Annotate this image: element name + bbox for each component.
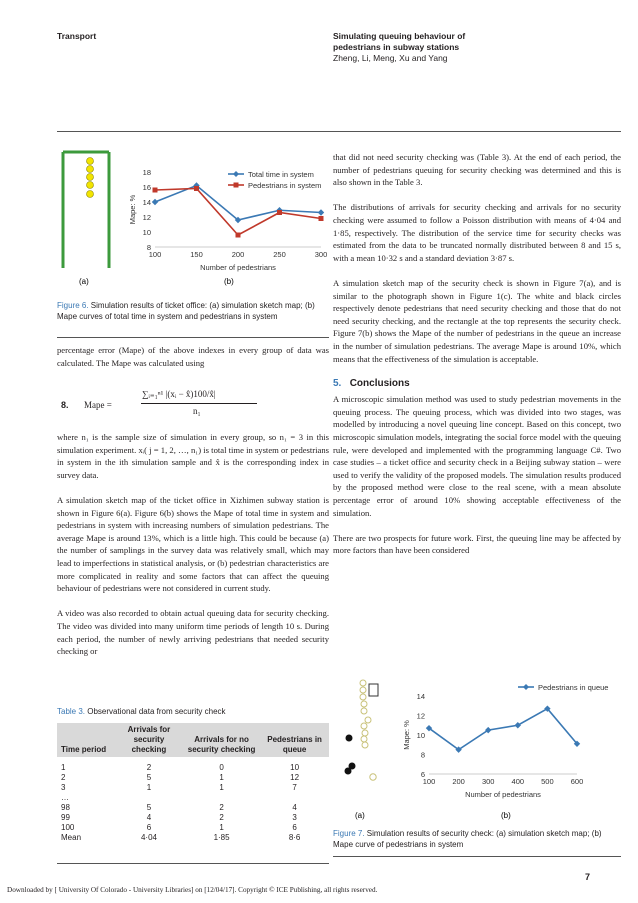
data-point xyxy=(194,186,199,191)
left-para-1: percentage error (Mape) of the above indexes in every group of data was calculated. The Mape was calculated using xyxy=(57,345,329,368)
table-cell: 5 xyxy=(146,773,152,782)
legend-marker xyxy=(234,183,239,188)
figure6-svg xyxy=(57,148,337,298)
running-header xyxy=(333,31,465,64)
data-point xyxy=(152,199,158,205)
pedestrian-white-dot xyxy=(361,723,367,729)
running-title-line2: pedestrians in subway stations xyxy=(333,42,460,52)
fig7-sub-b: (b) xyxy=(501,811,511,820)
y-tick-label: 6 xyxy=(420,770,425,779)
y-axis-label: Mape: % xyxy=(128,194,137,225)
table-cell xyxy=(260,793,329,803)
left-para-3: A simulation sketch map of the ticket office in Xizhimen subway station is shown in Figure 6(a). Figure 6(b) shows the Mape of total time in system and pedestrians in system with increasing numbers of simulation pedestrians. The average Mape is around 13%, which is a little high. This could be because (a) the number of samplings in the survey data was relatively small, which may lead to imperfections in statistical analysis, or (b) pedestrian characteristics are more complicated in reality and some factors that can affect the queuing behaviour of pedestrians were not considered in current study. xyxy=(57,494,329,594)
running-authors: Zheng, Li, Meng, Xu and Yang xyxy=(333,53,448,63)
table3-header-row xyxy=(57,723,329,757)
left-column xyxy=(57,344,329,382)
y-tick-label: 14 xyxy=(142,198,151,207)
figure7-caption xyxy=(333,829,621,850)
legend-label: Pedestrians in queue xyxy=(538,683,609,692)
security-check-rect xyxy=(369,684,378,696)
figure7-svg xyxy=(333,675,623,825)
y-tick-label: 10 xyxy=(416,731,425,740)
table-row xyxy=(57,823,329,833)
header-rule xyxy=(57,131,621,132)
series-line-0 xyxy=(429,709,577,750)
table-cell: 6 xyxy=(146,823,152,832)
equation-numerator: ∑ᵢ₌₁ⁿ¹ |(xᵢ − x̂)100/x̂| xyxy=(142,389,216,399)
left-para-4: A video was also recorded to obtain actual queuing data for security checking. The video was divided into many uniform time periods of length 10 s. During each period, the number of newly arriving pedestrians that needed security checking or xyxy=(57,608,329,657)
right-para-5: There are two prospects for future work. First, the queuing line may be affected by more factors than have been considered xyxy=(333,532,621,556)
pedestrian-white-dot xyxy=(361,708,367,714)
x-tick-label: 400 xyxy=(511,777,525,786)
table-cell: 1 xyxy=(219,823,224,832)
figure7-rule xyxy=(333,856,621,857)
table-cell: 6 xyxy=(292,823,297,832)
data-point xyxy=(318,209,324,215)
table-cell: 0 xyxy=(219,763,224,772)
x-tick-label: 600 xyxy=(570,777,584,786)
table-cell: 98 xyxy=(61,803,70,812)
fig7-chart xyxy=(402,683,608,799)
right-column xyxy=(333,151,621,570)
x-tick-label: 300 xyxy=(314,250,328,259)
table-row xyxy=(57,803,329,813)
pedestrian-dot xyxy=(87,182,94,189)
legend-marker xyxy=(233,171,239,177)
table3-caption xyxy=(57,707,329,718)
pedestrian-white-dot xyxy=(362,742,368,748)
fig6-sub-b: (b) xyxy=(224,277,234,286)
data-point xyxy=(277,210,282,215)
right-para-1: that did not need security checking was (Table 3). At the end of each period, the number of pedestrians queuing for security checking was determined and this is also shown in the Table 3. xyxy=(333,152,621,188)
left-column-rest xyxy=(57,431,329,670)
equation-fraction-bar xyxy=(141,403,257,404)
y-tick-label: 18 xyxy=(142,168,151,177)
equation-denominator: n₁ xyxy=(193,406,201,416)
x-tick-label: 100 xyxy=(148,250,162,259)
figure6-caption-label: Figure 6. xyxy=(57,301,89,310)
x-tick-label: 500 xyxy=(541,777,554,786)
table-cell: 12 xyxy=(290,773,300,782)
data-point xyxy=(236,233,241,238)
table-cell: 1 xyxy=(61,763,66,772)
table3-header: Arrivals for no security checking xyxy=(183,723,260,757)
y-tick-label: 8 xyxy=(420,750,425,760)
pedestrian-white-dot xyxy=(360,694,366,700)
fig6-chart xyxy=(128,168,327,272)
journal-name: Transport xyxy=(57,31,97,41)
table3 xyxy=(57,723,329,843)
table3-caption-label: Table 3. xyxy=(57,707,86,716)
table-cell: 2 xyxy=(219,803,224,812)
table-cell xyxy=(115,793,183,803)
table-cell: 10 xyxy=(290,763,300,772)
figure7-caption-text: Simulation results of security check: (a) simulation sketch map; (b) Mape curve of pedestrians in system xyxy=(333,829,602,849)
data-point xyxy=(319,216,324,221)
table-cell: 2 xyxy=(61,773,66,782)
table-cell xyxy=(183,793,260,803)
pedestrian-dot xyxy=(87,158,94,165)
legend-label: Total time in system xyxy=(248,170,314,179)
y-axis-label: Mape: % xyxy=(402,720,411,750)
y-tick-label: 10 xyxy=(142,228,151,237)
equation-lhs: Mape = xyxy=(84,400,112,410)
pedestrian-white-dot xyxy=(362,730,368,736)
table3-header: Arrivals for security checking xyxy=(115,723,183,757)
page-number: 7 xyxy=(585,872,591,882)
x-tick-label: 100 xyxy=(422,777,436,786)
x-tick-label: 200 xyxy=(452,777,465,786)
y-tick-label: 12 xyxy=(142,213,151,222)
table-cell: 5 xyxy=(146,803,152,812)
pedestrian-white-dot xyxy=(360,680,366,686)
equation-8 xyxy=(57,389,329,429)
table-cell: 3 xyxy=(292,813,297,822)
equation-number: 8. xyxy=(61,400,69,410)
table3-rule xyxy=(57,863,329,864)
pedestrian-white-dot xyxy=(361,736,367,742)
pedestrian-dot xyxy=(87,191,94,198)
pedestrian-black-dot xyxy=(346,735,353,742)
x-tick-label: 150 xyxy=(190,250,203,259)
right-para-2: The distributions of arrivals for security checking and arrivals for no security checking were assumed to follow a Poisson distribution with means of 4·04 and 1·85, respectively. The distribution of the service time for security checks was estimated from the data to be truncated normally distributed between 8 and 15 s, with a mean 10·32 s and a standard deviation 3·87 s. xyxy=(333,202,621,263)
y-tick-label: 16 xyxy=(142,183,151,192)
table-cell: 1 xyxy=(219,773,224,782)
table-cell: Mean xyxy=(61,833,82,842)
pedestrian-dot xyxy=(87,174,94,181)
pedestrian-white-dot xyxy=(365,717,371,723)
table-cell: 8·6 xyxy=(288,833,301,842)
figure6-caption-text: Simulation results of ticket office: (a) simulation sketch map; (b) Mape curves of total time in system and pedestrians in system xyxy=(57,301,315,321)
table-row xyxy=(57,833,329,843)
table-cell: 1 xyxy=(146,783,152,792)
x-axis-label: Number of pedestrians xyxy=(465,790,541,799)
table-row xyxy=(57,793,329,803)
fig6-sketch-map xyxy=(63,152,109,268)
table-cell: 1 xyxy=(219,783,224,792)
table-cell: 2 xyxy=(146,763,152,772)
table-cell: 100 xyxy=(61,823,75,832)
figure6 xyxy=(57,148,337,298)
table3-header: Time period xyxy=(57,723,115,757)
running-title-line1: Simulating queuing behaviour of xyxy=(333,31,466,41)
x-axis-label: Number of pedestrians xyxy=(200,263,276,272)
table-row xyxy=(57,773,329,783)
table3-caption-text: Observational data from security check xyxy=(85,707,226,716)
data-point xyxy=(515,722,521,728)
table-cell: 7 xyxy=(292,783,297,792)
table-cell: 4·04 xyxy=(140,833,157,842)
table-cell: 3 xyxy=(61,783,66,792)
download-notice: Downloaded by [ University Of Colorado - University Libraries] on [12/04/17]. Copyright © ICE Publishing, all rights reserved. xyxy=(7,886,378,894)
fig6-sub-a: (a) xyxy=(79,277,89,286)
figure6-caption xyxy=(57,301,327,322)
table-cell: 1·85 xyxy=(213,833,230,842)
table-row xyxy=(57,813,329,823)
table3-header: Pedestrians in queue xyxy=(260,723,329,757)
table-cell: … xyxy=(61,793,69,802)
figure7-caption-label: Figure 7. xyxy=(333,829,365,838)
table-cell: 4 xyxy=(292,803,297,812)
y-tick-label: 14 xyxy=(416,692,425,701)
table-cell: 2 xyxy=(219,813,224,822)
pedestrian-white-dot xyxy=(370,774,376,780)
section-title: Conclusions xyxy=(349,377,410,389)
legend-label: Pedestrians in system xyxy=(248,181,322,190)
pedestrian-white-dot xyxy=(361,701,367,707)
pedestrian-black-dot xyxy=(349,763,356,770)
right-para-3: A simulation sketch map of the security check is shown in Figure 7(a), and is similar to the photograph shown in Figure 1(c). The white and black circles respectively denote pedestrians that need security checking and those that do not need security checking, and the rectangle at the top represents the security check. Figure 7(b) shows the Mape of the number of pedestrians in the queue an increase in the number of simulation pedestrians. The average Mape is around 10%, which means that the effectiveness of the simulation is acceptable. xyxy=(333,277,621,364)
figure7 xyxy=(333,675,623,825)
data-point xyxy=(153,188,158,193)
y-tick-label: 12 xyxy=(416,711,425,721)
left-para-2: where n₁ is the sample size of simulation in every group, so n₁ = 3 in this simulation experiment. xᵢ( j = 1, 2, …, n₁) is total time in system or pedestrians in system in the ith simulation sample and x̂ is the corresponding index in survey data. xyxy=(57,432,329,480)
figure6-rule xyxy=(57,337,329,338)
x-tick-label: 300 xyxy=(481,777,495,786)
fig7-sketch-map xyxy=(345,680,379,780)
section-heading xyxy=(333,378,621,391)
fig7-sub-a: (a) xyxy=(355,811,365,820)
table-cell: 99 xyxy=(61,813,70,822)
legend-marker xyxy=(523,684,529,690)
pedestrian-white-dot xyxy=(360,687,366,693)
section-number: 5. xyxy=(333,377,342,389)
x-tick-label: 250 xyxy=(273,250,286,259)
table-row xyxy=(57,763,329,773)
x-tick-label: 200 xyxy=(231,250,245,259)
table-cell: 4 xyxy=(146,813,152,822)
y-tick-label: 8 xyxy=(146,243,151,252)
pedestrian-dot xyxy=(87,166,94,173)
right-para-4: A microscopic simulation method was used to study pedestrian movements in the queuing process. The queuing process, which was divided into two stages, was modelled by introducing a novel queuing line concept. Based on this concept, two microscopic simulation models, integrating the social force model with the queuing rule, were developed and implemented with the programming language C#. Two case studies – a ticket office and security check in a Beijing subway station – were used to verify the validity of the proposed models. The simulation results produced by the proposed method were close to the real scene, with a mean absolute percentage error of around 10% showing acceptable effectiveness of the simulation. xyxy=(333,394,621,518)
table-row xyxy=(57,783,329,793)
